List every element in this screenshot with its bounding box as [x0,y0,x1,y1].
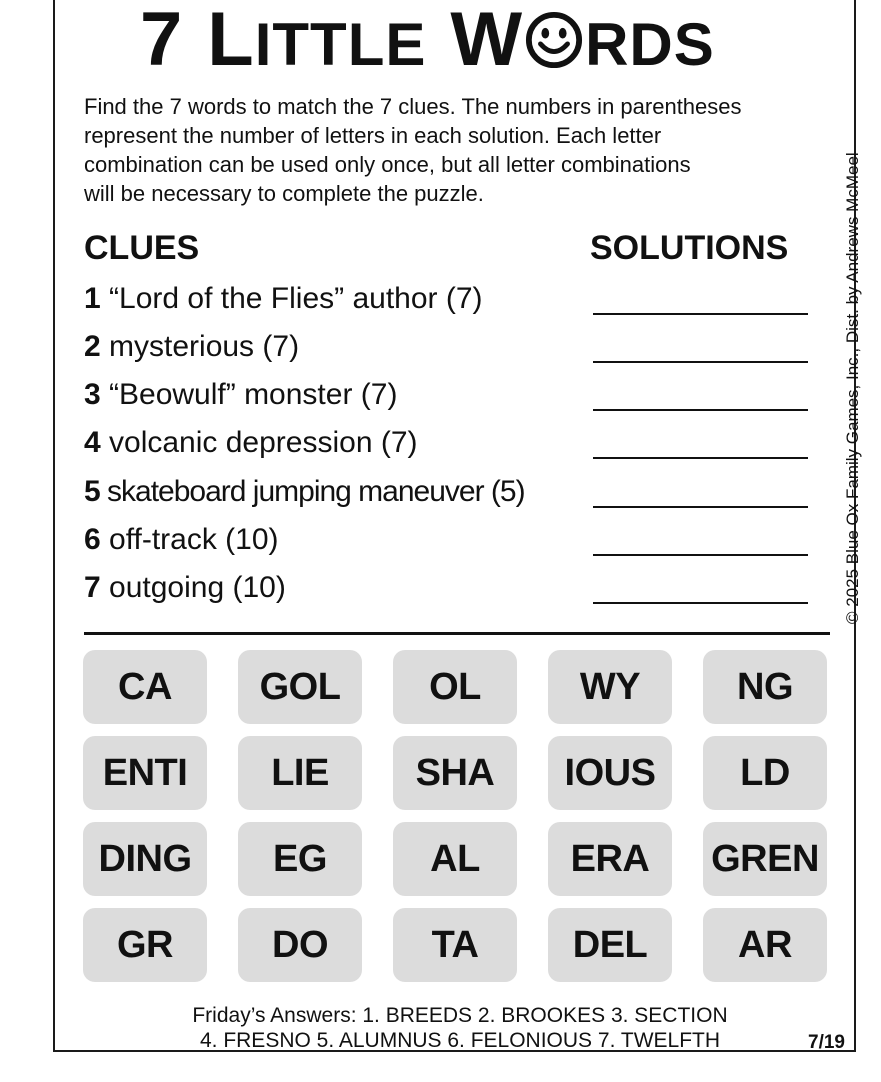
clue-4 [84,425,418,461]
clue-number: 5 [84,475,100,508]
puzzle-title [140,0,780,85]
title-digit: 7 [140,0,184,82]
title-word1-initial: L [207,0,255,82]
title-word1-rest: ITTLE [254,11,427,78]
smiley-face-icon [525,11,583,69]
clue-text: volcanic depression (7) [100,426,418,459]
letter-tile[interactable]: LIE [238,736,362,810]
letter-tile[interactable]: ERA [548,822,672,896]
clue-2 [84,329,299,365]
letter-tile[interactable]: AR [703,908,827,982]
copyright-credit: © 2025 Blue Ox Family Games, Inc., Dist. by Andrews McMeel [843,152,862,624]
puzzle-date: 7/19 [808,1032,845,1053]
letter-tile[interactable]: ENTI [83,736,207,810]
previous-answers [140,1003,780,1053]
letter-tile[interactable]: EG [238,822,362,896]
letter-tile[interactable]: AL [393,822,517,896]
letter-tile[interactable]: WY [548,650,672,724]
letter-tile[interactable]: SHA [393,736,517,810]
clue-number: 7 [84,571,101,604]
solution-blank-1[interactable] [593,313,808,315]
clue-text: “Lord of the Flies” author (7) [100,282,483,315]
letter-tile[interactable]: IOUS [548,736,672,810]
letter-tile[interactable]: GREN [703,822,827,896]
solution-blank-2[interactable] [593,361,808,363]
clue-text: mysterious (7) [100,330,300,363]
title-word2-rest: RDS [585,11,715,78]
section-divider [84,632,830,635]
letter-tile[interactable]: GR [83,908,207,982]
instructions-text: Find the 7 words to match the 7 clues. The numbers in parentheses represent the number of letters in each solution. Each letter combination can be used only once, but all letter combinations will be necessary to complete the puzzle. [84,94,742,206]
clue-5 [84,474,525,510]
clue-text: outgoing (10) [100,571,286,604]
clue-number: 1 [84,282,101,315]
clue-number: 4 [84,426,101,459]
clue-3 [84,377,397,413]
answers-line-1: Friday’s Answers: 1. BREEDS 2. BROOKES 3. SECTION [192,1004,728,1027]
clue-text: “Beowulf” monster (7) [100,378,398,411]
answers-line-2: 4. FRESNO 5. ALUMNUS 6. FELONIOUS 7. TWELFTH [199,1029,721,1052]
solution-blank-5[interactable] [593,506,808,508]
title-word2-initial: W [450,0,524,82]
letter-tile-grid [83,650,829,982]
clue-6 [84,522,279,558]
letter-tile[interactable]: NG [703,650,827,724]
clues-heading: CLUES [84,229,200,267]
letter-tile[interactable]: LD [703,736,827,810]
clue-7 [84,570,286,606]
clue-number: 6 [84,523,101,556]
letter-tile[interactable]: OL [393,650,517,724]
clue-number: 2 [84,330,101,363]
letter-tile[interactable]: CA [83,650,207,724]
clue-text: off-track (10) [100,523,279,556]
letter-tile[interactable]: DING [83,822,207,896]
solution-blank-7[interactable] [593,602,808,604]
letter-tile[interactable]: DO [238,908,362,982]
solution-blank-6[interactable] [593,554,808,556]
clue-1 [84,281,483,317]
solutions-heading: SOLUTIONS [590,229,789,267]
solution-blank-3[interactable] [593,409,808,411]
clue-number: 3 [84,378,101,411]
solution-blank-4[interactable] [593,457,808,459]
letter-tile[interactable]: DEL [548,908,672,982]
letter-tile[interactable]: GOL [238,650,362,724]
clue-text: skateboard jumping maneuver (5) [99,475,525,508]
letter-tile[interactable]: TA [393,908,517,982]
